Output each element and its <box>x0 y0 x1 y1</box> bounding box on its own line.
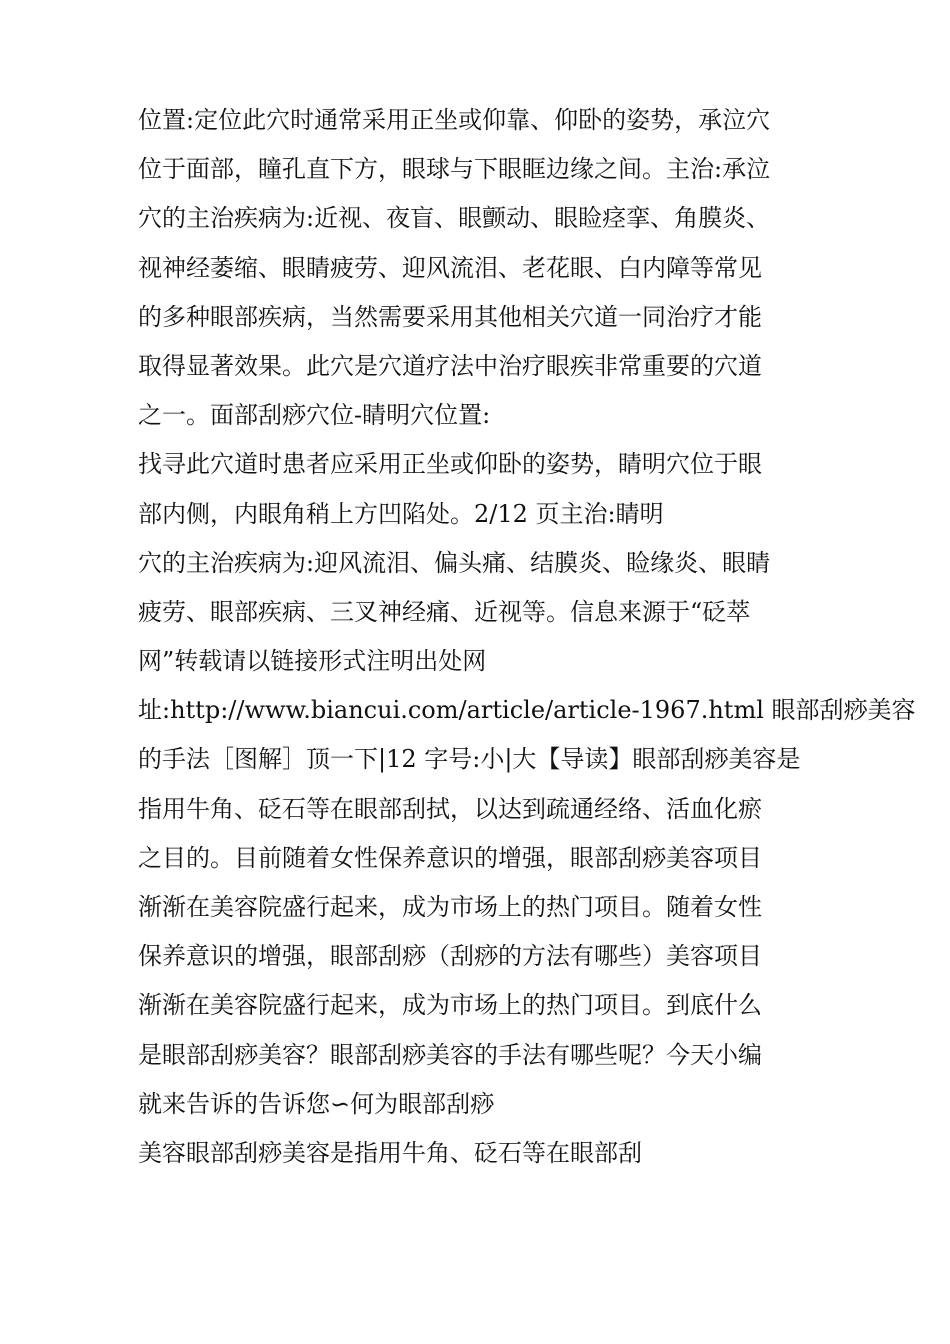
text-line: 之目的。目前随着女性保养意识的增强，眼部刮痧美容项目 <box>138 843 762 872</box>
text-line: 部内侧，内眼角稍上方凹陷处。2/12 页主治:睛明 <box>138 499 664 528</box>
text-line: 之一。面部刮痧穴位-睛明穴位置: <box>138 401 491 430</box>
text-line: 位置:定位此穴时通常采用正坐或仰靠、仰卧的姿势，承泣穴 <box>138 106 771 134</box>
text-line: 取得显著效果。此穴是穴道疗法中治疗眼疾非常重要的穴道 <box>138 351 762 380</box>
text-line: 疲劳、眼部疾病、三叉神经痛、近视等。信息来源于“砭萃 <box>138 597 751 626</box>
text-line-url: 址:http://www.biancui.com/article/article-1967.html 眼部刮痧美容 <box>138 696 916 725</box>
text-line: 渐渐在美容院盛行起来，成为市场上的热门项目。到底什么 <box>138 991 762 1020</box>
text-line: 保养意识的增强，眼部刮痧（刮痧的方法有哪些）美容项目 <box>138 942 762 971</box>
document-body <box>138 96 916 1178</box>
text-line: 的多种眼部疾病，当然需要采用其他相关穴道一同治疗才能 <box>138 302 762 331</box>
text-line: 指用牛角、砭石等在眼部刮拭，以达到疏通经络、活血化瘀 <box>138 794 762 823</box>
text-line: 的手法［图解］顶一下|12 字号:小|大【导读】眼部刮痧美容是 <box>138 745 801 774</box>
text-line: 位于面部，瞳孔直下方，眼球与下眼眶边缘之间。主治:承泣 <box>138 155 771 184</box>
text-line: 穴的主治疾病为:迎风流泪、偏头痛、结膜炎、睑缘炎、眼睛 <box>138 548 771 577</box>
text-line: 网”转载请以链接形式注明出处网 <box>138 647 487 676</box>
text-line: 美容眼部刮痧美容是指用牛角、砭石等在眼部刮 <box>138 1138 642 1167</box>
text-line: 就来告诉的告诉您∽何为眼部刮痧 <box>138 1089 495 1118</box>
text-line: 渐渐在美容院盛行起来，成为市场上的热门项目。随着女性 <box>138 893 762 921</box>
text-line: 找寻此穴道时患者应采用正坐或仰卧的姿势，睛明穴位于眼 <box>138 450 762 479</box>
text-line: 视神经萎缩、眼睛疲劳、迎风流泪、老花眼、白内障等常见 <box>138 253 762 282</box>
text-line: 是眼部刮痧美容？眼部刮痧美容的手法有哪些呢？今天小编 <box>138 1040 762 1069</box>
text-line: 穴的主治疾病为:近视、夜盲、眼颤动、眼睑痉挛、角膜炎、 <box>138 204 771 233</box>
